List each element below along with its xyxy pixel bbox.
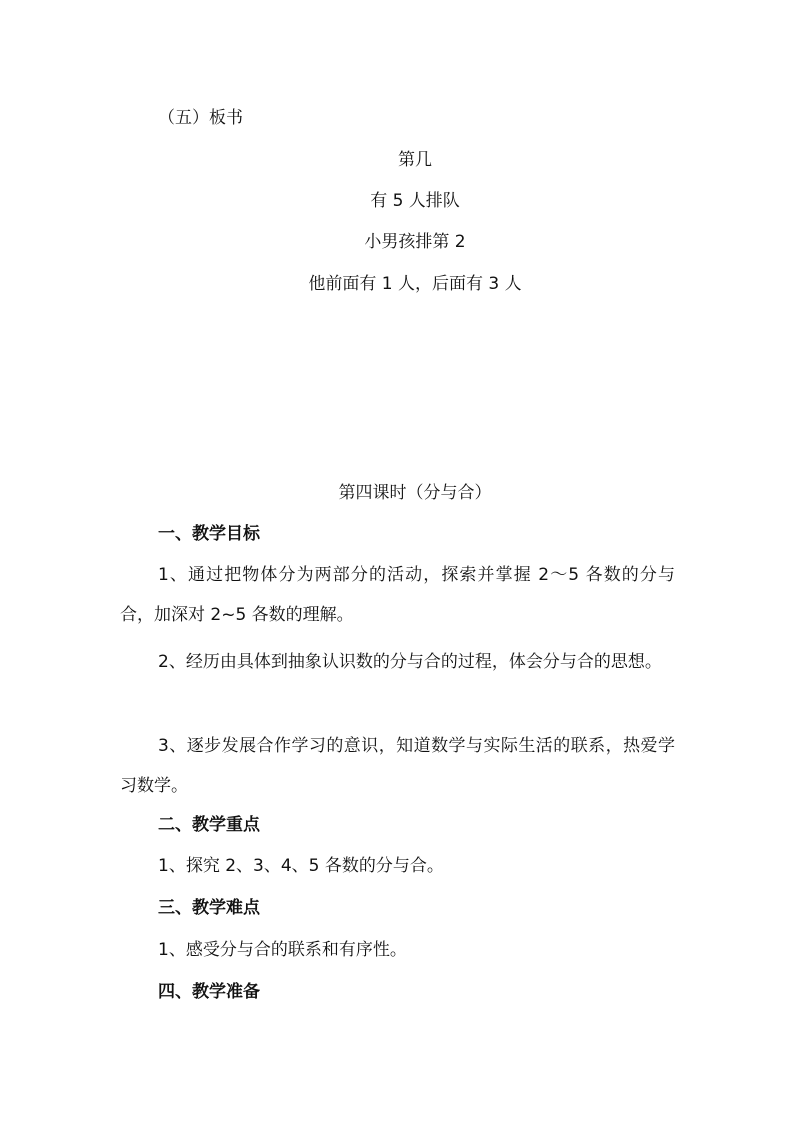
board-heading: （五）板书 — [158, 108, 243, 128]
preparation-heading: 四、教学准备 — [158, 982, 260, 1002]
goal-item-1: 1、通过把物体分为两部分的活动，探索并掌握 2～5 各数的分与合，加深对 2~5 各数的理解。 — [120, 565, 675, 625]
difficulties-heading: 三、教学难点 — [158, 898, 260, 918]
board-line-front-back: 他前面有 1 人，后面有 3 人 — [308, 274, 522, 294]
board-line-queue: 有 5 人排队 — [370, 191, 460, 211]
goal-item-3: 3、逐步发展合作学习的意识，知道数学与实际生活的联系，热爱学习数学。 — [120, 736, 675, 796]
board-line-title: 第几 — [398, 150, 432, 170]
difficulty-item-1: 1、感受分与合的联系和有序性。 — [158, 940, 407, 960]
lesson-title: 第四课时（分与合） — [338, 483, 492, 503]
goal-item-2: 2、经历由具体到抽象认识数的分与合的过程，体会分与合的思想。 — [158, 652, 662, 672]
key-points-heading: 二、教学重点 — [158, 815, 260, 835]
goals-heading: 一、教学目标 — [158, 524, 260, 544]
key-point-item-1: 1、探究 2、3、4、5 各数的分与合。 — [158, 856, 444, 876]
board-line-position: 小男孩排第 2 — [364, 232, 466, 252]
